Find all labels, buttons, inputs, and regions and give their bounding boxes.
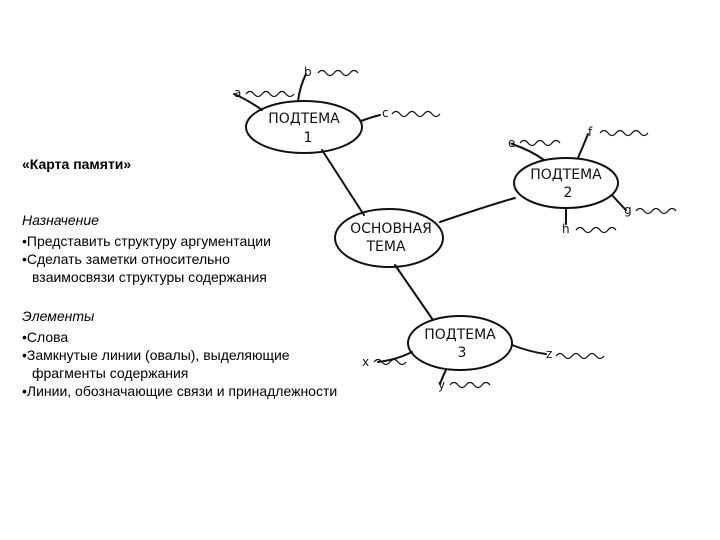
- branch-a-label: a: [234, 86, 242, 100]
- branch-x-label: x: [362, 355, 370, 369]
- central-topic-label-line1: ОСНОВНАЯ: [350, 221, 432, 237]
- central-topic-oval: [335, 209, 443, 267]
- purpose-item-2: •Сделать заметки относительно: [22, 251, 230, 267]
- subtopic1-label-line2: 1: [303, 130, 313, 146]
- scribble-b: [318, 71, 358, 76]
- branch-e-label: e: [508, 136, 516, 150]
- scribble-z: [556, 354, 604, 359]
- subtopic3-oval: [408, 316, 512, 370]
- elements-heading: Элементы: [22, 308, 95, 324]
- branch-c-label: c: [382, 106, 389, 120]
- scribble-f: [600, 131, 648, 136]
- subtopic2-label-line2: 2: [563, 185, 573, 201]
- branch-e-line: [512, 144, 544, 160]
- elements-item-3: фрагменты содержания: [32, 365, 189, 381]
- scribble-c: [392, 112, 440, 117]
- branch-y-label: y: [438, 378, 446, 392]
- branch-h-label: h: [562, 222, 570, 236]
- elements-item-1: •Слова: [22, 329, 69, 345]
- purpose-heading: Назначение: [22, 212, 99, 228]
- branch-c-line: [361, 115, 380, 121]
- central-topic-label-line2: ТЕМА: [366, 239, 406, 255]
- subtopic2-label-line1: ПОДТЕМА: [530, 167, 602, 183]
- subtopic1-label-line1: ПОДТЕМА: [268, 111, 340, 127]
- connector-subtopic2: [440, 198, 515, 222]
- branch-f-line: [578, 134, 588, 158]
- branch-g-label: g: [624, 203, 632, 217]
- elements-item-2: •Замкнутые линии (овалы), выделяющие: [22, 347, 290, 363]
- purpose-item-1: •Представить структуру аргументации: [22, 233, 271, 249]
- branch-z-label: z: [546, 347, 553, 361]
- scribble-y: [450, 383, 490, 388]
- connector-subtopic1: [322, 150, 364, 215]
- scribble-e: [520, 141, 560, 146]
- purpose-item-3: взаимосвязи структуры содержания: [32, 269, 267, 285]
- scribble-a: [246, 92, 294, 97]
- scribble-g: [636, 209, 676, 214]
- scribble-h: [576, 228, 616, 233]
- elements-item-4: •Линии, обозначающие связи и принадлежности: [22, 383, 338, 399]
- subtopic3-label-line2: 3: [457, 345, 467, 361]
- slide-title: «Карта памяти»: [22, 156, 132, 172]
- connector-subtopic3: [395, 265, 433, 320]
- branch-f-label: f: [588, 125, 593, 139]
- subtopic3-label-line1: ПОДТЕМА: [424, 327, 496, 343]
- branch-x-line: [378, 352, 412, 362]
- branch-z-line: [512, 345, 546, 354]
- branch-b-label: b: [304, 65, 312, 79]
